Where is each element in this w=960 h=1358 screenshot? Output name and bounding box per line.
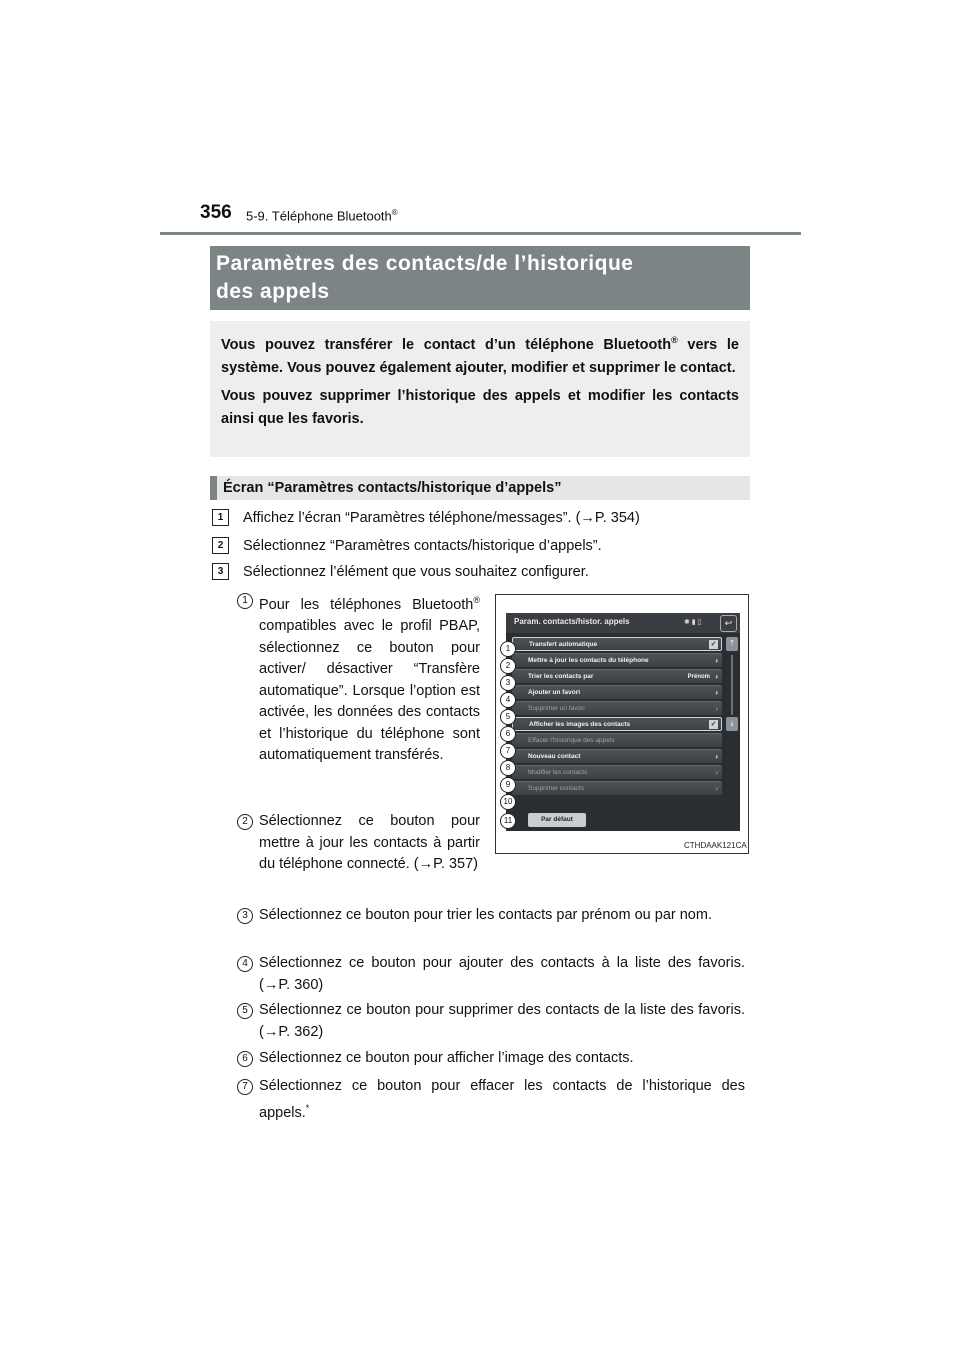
screen-row-add-favorite[interactable]: Ajouter un favori › xyxy=(512,685,722,699)
header-rule xyxy=(160,232,801,235)
callout-number: 5 xyxy=(500,709,516,725)
item-text: Sélectionnez ce bouton pour trier les contacts par prénom ou par nom. xyxy=(259,907,712,923)
item-number: 2 xyxy=(237,814,253,830)
item-text: Sélectionnez ce bouton pour mettre à jour les contacts à partir du téléphone connecté. (→P. 357) xyxy=(259,813,480,872)
head-unit-screen xyxy=(506,613,740,831)
callout-number: 10 xyxy=(500,794,516,810)
callout-number: 6 xyxy=(500,726,516,742)
chapter-title: 5-9. Téléphone Bluetooth® xyxy=(246,208,398,224)
status-icons: ✱ ▮ ▯ xyxy=(684,619,702,626)
intro-box xyxy=(210,321,750,457)
step-number: 1 xyxy=(212,509,229,526)
item-text: Sélectionnez ce bouton pour effacer les contacts de l’historique des appels.* xyxy=(259,1078,745,1121)
screen-row-new-contact[interactable]: Nouveau contact › xyxy=(512,749,722,763)
scrollbar[interactable] xyxy=(731,655,733,715)
checkbox-icon[interactable]: ✓ xyxy=(710,641,717,648)
callout-number: 3 xyxy=(500,675,516,691)
scroll-down-icon[interactable]: ⤓ xyxy=(726,717,738,731)
callout-number: 4 xyxy=(500,692,516,708)
screen-row-edit-contacts[interactable]: Modifier les contacts › xyxy=(512,765,722,779)
item-text: Sélectionnez ce bouton pour afficher l’image des contacts. xyxy=(259,1050,634,1066)
section-title-box xyxy=(210,246,750,310)
item-number: 3 xyxy=(237,908,253,924)
callout-number: 7 xyxy=(500,743,516,759)
default-button[interactable]: Par défaut xyxy=(528,813,586,827)
chevron-right-icon: › xyxy=(715,752,718,761)
item-number: 1 xyxy=(237,593,253,609)
screen-row-update[interactable]: Mettre à jour les contacts du téléphone › xyxy=(512,653,722,667)
intro-paragraph-2: Vous pouvez supprimer l’historique des appels et modifier les contacts ainsi que les favoris. xyxy=(221,387,739,427)
checkbox-icon[interactable]: ✓ xyxy=(710,721,717,728)
chevron-right-icon: › xyxy=(715,656,718,665)
item-number: 5 xyxy=(237,1003,253,1019)
screen-row-delete-favorite[interactable]: Supprimer un favori › xyxy=(512,701,722,715)
step-text: Affichez l’écran “Paramètres téléphone/messages”. (→P. 354) xyxy=(243,510,640,526)
screen-title: Param. contacts/histor. appels xyxy=(514,617,630,626)
section-title-line2: des appels xyxy=(216,280,330,303)
callout-number: 8 xyxy=(500,760,516,776)
chevron-right-icon: › xyxy=(715,784,718,793)
back-arrow-icon[interactable]: ↩ xyxy=(720,615,737,632)
item-number: 7 xyxy=(237,1079,253,1095)
page-number: 356 xyxy=(200,202,232,223)
screen-figure xyxy=(495,594,749,854)
screen-row-show-images[interactable]: Afficher les images des contacts ✓ xyxy=(512,717,722,731)
screen-row-delete-contacts[interactable]: Supprimer contacts › xyxy=(512,781,722,795)
section-title-line1: Paramètres des contacts/de l’historique xyxy=(216,252,634,275)
subsection-heading: Écran “Paramètres contacts/historique d’appels” xyxy=(210,476,750,500)
chevron-right-icon: › xyxy=(715,768,718,777)
intro-paragraph-1: Vous pouvez transférer le contact d’un téléphone Bluetooth® vers le système. Vous pouvez également ajouter, modifier et supprimer le contact. xyxy=(221,335,739,376)
item-text: Sélectionnez ce bouton pour supprimer des contacts de la liste des favoris. (→P. 362) xyxy=(259,1002,745,1040)
item-number: 6 xyxy=(237,1051,253,1067)
step-number: 3 xyxy=(212,563,229,580)
item-text: Pour les téléphones Bluetooth® compatibles avec le profil PBAP, sélectionnez ce bouton pour activer/ désactiver “Transfère automatique”. Lorsque l’option est activée, les données des contacts et l’historique du téléphone sont automatiquement transférés. xyxy=(259,595,480,764)
step-number: 2 xyxy=(212,537,229,554)
callout-number: 1 xyxy=(500,641,516,657)
item-text: Sélectionnez ce bouton pour ajouter des contacts à la liste des favoris. (→P. 360) xyxy=(259,955,745,993)
screen-row-sort[interactable]: Trier les contacts par Prénom › xyxy=(512,669,722,683)
chevron-right-icon: › xyxy=(715,704,718,713)
image-code: CTHDAAK121CA xyxy=(684,841,747,850)
callout-number: 9 xyxy=(500,777,516,793)
screen-row-clear-history[interactable]: Effacer l’historique des appels xyxy=(512,733,722,747)
step-text: Sélectionnez “Paramètres contacts/historique d’appels”. xyxy=(243,538,602,554)
callout-number: 11 xyxy=(500,813,516,829)
screen-row-transfer[interactable]: Transfert automatique ✓ xyxy=(512,637,722,651)
scroll-up-icon[interactable]: ⤒ xyxy=(726,637,738,651)
item-number: 4 xyxy=(237,956,253,972)
step-text: Sélectionnez l’élément que vous souhaitez configurer. xyxy=(243,564,589,580)
callout-number: 2 xyxy=(500,658,516,674)
chevron-right-icon: › xyxy=(715,672,718,681)
screen-header xyxy=(506,613,740,633)
chevron-right-icon: › xyxy=(715,688,718,697)
